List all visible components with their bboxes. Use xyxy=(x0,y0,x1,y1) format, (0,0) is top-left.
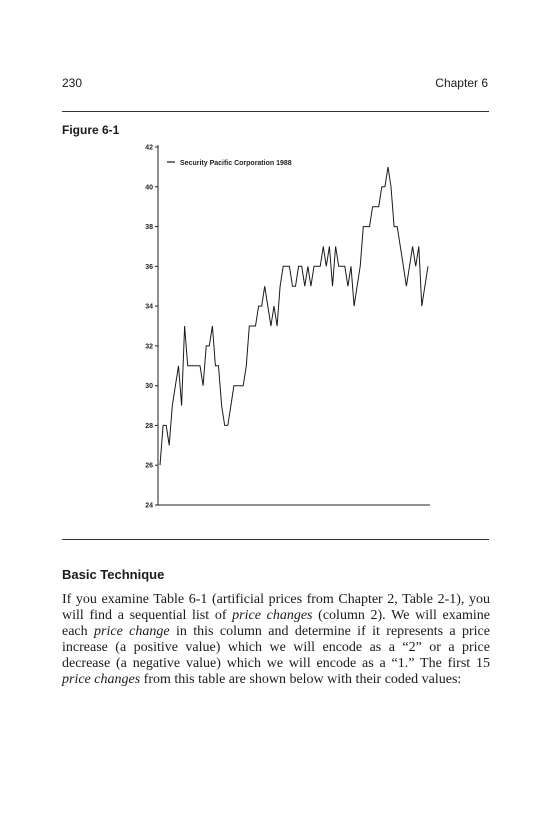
chapter-label: Chapter 6 xyxy=(435,76,488,90)
y-ticks xyxy=(155,147,158,505)
y-tick-label: 24 xyxy=(145,502,153,510)
y-tick-label: 30 xyxy=(145,383,153,391)
series-line xyxy=(160,167,428,465)
y-tick-label: 34 xyxy=(145,303,153,311)
y-tick-label: 32 xyxy=(145,343,153,351)
y-tick-label: 40 xyxy=(145,184,153,192)
page-number: 230 xyxy=(62,76,83,90)
top-rule xyxy=(62,111,489,112)
text-part: If you examine Table 6-1 (artificial prices from Chapter 2, Table 2-1), you will find a sequential list of xyxy=(62,592,490,623)
section-heading: Basic Technique xyxy=(62,567,165,582)
body-paragraph xyxy=(62,592,490,688)
y-tick-label: 38 xyxy=(145,224,153,232)
emphasis-text: price changes xyxy=(62,672,141,687)
figure-label: Figure 6-1 xyxy=(62,123,120,137)
legend-label: Security Pacific Corporation 1988 xyxy=(180,160,292,167)
bottom-rule xyxy=(62,539,489,540)
y-tick-label: 42 xyxy=(145,144,153,152)
y-tick-label: 28 xyxy=(145,422,153,430)
emphasis-text: price changes xyxy=(232,608,313,623)
text-part: in this column and determine if it represents a price increase (a positive value) which we will encode as a “2” or a price decrease (a negative value) which we will encode as a “1.” The first 15 xyxy=(62,624,490,671)
y-tick-labels xyxy=(145,145,153,510)
text-part: from this table are shown below with their coded values: xyxy=(140,672,462,687)
emphasis-text: price change xyxy=(94,624,170,639)
y-tick-label: 26 xyxy=(145,462,153,470)
y-tick-label: 36 xyxy=(145,263,153,271)
text-part: (column 2). We will examine each xyxy=(62,608,490,639)
